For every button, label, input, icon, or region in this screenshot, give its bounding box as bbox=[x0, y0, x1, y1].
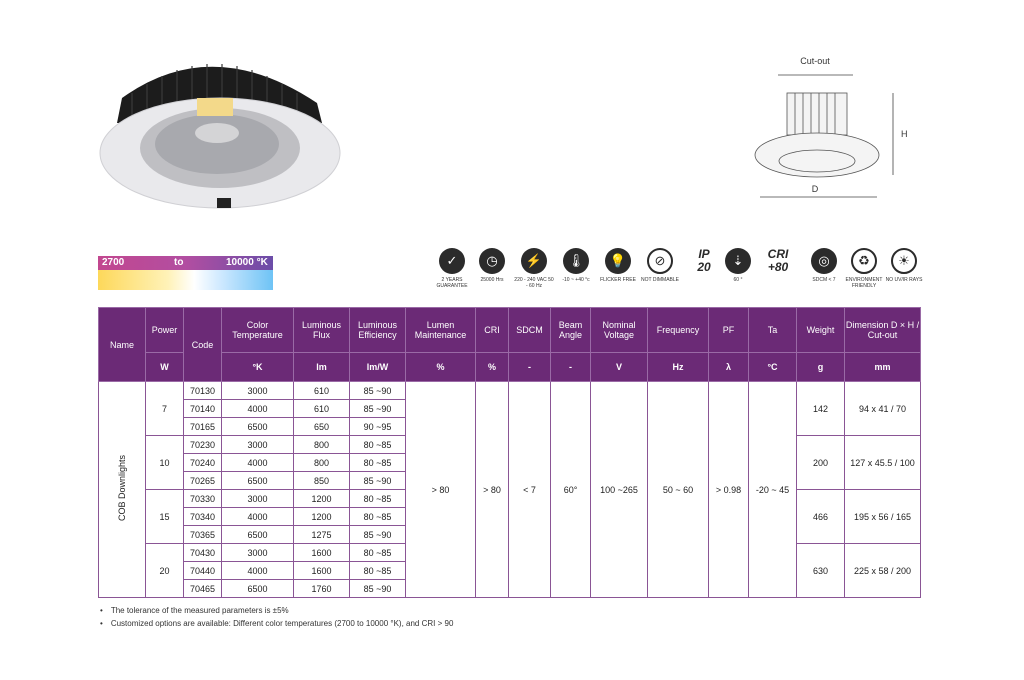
table-cell: 4000 bbox=[222, 454, 294, 472]
column-header: PF bbox=[709, 308, 749, 353]
feature-caption: -10 ~ +40 °c bbox=[562, 277, 590, 283]
table-cell: 70265 bbox=[184, 472, 222, 490]
table-cell: 3000 bbox=[222, 382, 294, 400]
thermometer-icon: 🌡 bbox=[563, 248, 589, 274]
feature-caption: SDCM < 7 bbox=[812, 277, 836, 283]
table-cell: 6500 bbox=[222, 580, 294, 598]
dimension-cell: 195 x 56 / 165 bbox=[845, 490, 921, 544]
table-cell: 70330 bbox=[184, 490, 222, 508]
table-cell: 80 ~85 bbox=[350, 436, 406, 454]
sdcm-icon: ◎ bbox=[811, 248, 837, 274]
table-cell: 650 bbox=[294, 418, 350, 436]
feature-caption: FLICKER FREE bbox=[600, 277, 636, 283]
common-sdcm: < 7 bbox=[509, 382, 551, 598]
unit-header: mm bbox=[845, 353, 921, 382]
unit-header: Hz bbox=[648, 353, 709, 382]
not-dimmable-icon: ⊘ bbox=[647, 248, 673, 274]
ct-to-word: to bbox=[174, 257, 184, 268]
column-header: Luminous Efficiency bbox=[350, 308, 406, 353]
table-cell: 610 bbox=[294, 400, 350, 418]
feature-item bbox=[514, 248, 554, 289]
dimension-cell: 94 x 41 / 70 bbox=[845, 382, 921, 436]
column-header: Power bbox=[146, 308, 184, 353]
feature-item bbox=[758, 248, 798, 277]
feature-caption: NO UV/IR RAYS bbox=[885, 277, 923, 283]
feature-caption: 2 YEARS GUARANTEE bbox=[436, 277, 468, 289]
cutout-label: Cut-out bbox=[800, 56, 830, 66]
table-cell: 6500 bbox=[222, 418, 294, 436]
color-temperature-bar bbox=[98, 256, 273, 290]
unit-header: - bbox=[509, 353, 551, 382]
unit-header: lm bbox=[294, 353, 350, 382]
feature-caption: 220 - 240 VAC 50 - 60 Hz bbox=[514, 277, 554, 289]
common-ta: -20 ~ 45 bbox=[749, 382, 797, 598]
table-cell: 80 ~85 bbox=[350, 544, 406, 562]
table-cell: 1200 bbox=[294, 490, 350, 508]
feature-caption: ENVIRONMENT FRIENDLY bbox=[845, 277, 883, 289]
column-header: Nominal Voltage bbox=[591, 308, 648, 353]
column-header: Color Temperature bbox=[222, 308, 294, 353]
feature-item bbox=[844, 248, 884, 289]
column-header: Beam Angle bbox=[551, 308, 591, 353]
weight-cell: 630 bbox=[797, 544, 845, 598]
ct-from: 2700 bbox=[102, 257, 125, 268]
unit-header: lm/W bbox=[350, 353, 406, 382]
table-cell: 3000 bbox=[222, 544, 294, 562]
diameter-label: D bbox=[811, 184, 819, 194]
table-cell: 70430 bbox=[184, 544, 222, 562]
table-cell: 6500 bbox=[222, 472, 294, 490]
power-cell: 15 bbox=[146, 490, 184, 544]
unit-header: % bbox=[406, 353, 476, 382]
feature-item bbox=[804, 248, 844, 283]
notes bbox=[100, 604, 453, 630]
feature-item bbox=[556, 248, 596, 283]
power-cell: 20 bbox=[146, 544, 184, 598]
dimension-cell: 225 x 58 / 200 bbox=[845, 544, 921, 598]
table-cell: 1600 bbox=[294, 544, 350, 562]
voltage-icon: ⚡ bbox=[521, 248, 547, 274]
dimension-cell: 127 x 45.5 / 100 bbox=[845, 436, 921, 490]
feature-item bbox=[718, 248, 758, 283]
column-header: Name bbox=[99, 308, 146, 382]
table-cell: 4000 bbox=[222, 562, 294, 580]
product-name: COB Downlights bbox=[117, 455, 127, 522]
table-row bbox=[99, 382, 921, 400]
lifetime-icon: ◷ bbox=[479, 248, 505, 274]
table-cell: 70440 bbox=[184, 562, 222, 580]
unit-header: °C bbox=[749, 353, 797, 382]
common-voltage: 100 ~265 bbox=[591, 382, 648, 598]
feature-item bbox=[884, 248, 924, 283]
unit-header: λ bbox=[709, 353, 749, 382]
column-header: Weight bbox=[797, 308, 845, 353]
beam-angle-icon: ⇣ bbox=[725, 248, 751, 274]
table-cell: 85 ~90 bbox=[350, 472, 406, 490]
table-cell: 1275 bbox=[294, 526, 350, 544]
unit-header: - bbox=[551, 353, 591, 382]
table-cell: 70365 bbox=[184, 526, 222, 544]
column-header: Code bbox=[184, 308, 222, 382]
feature-item bbox=[640, 248, 680, 283]
height-label: H bbox=[901, 129, 908, 139]
table-cell: 70230 bbox=[184, 436, 222, 454]
cri80-icon: CRI +80 bbox=[767, 247, 789, 274]
table-cell: 85 ~90 bbox=[350, 382, 406, 400]
table-cell: 85 ~90 bbox=[350, 580, 406, 598]
feature-caption: 60 ° bbox=[733, 277, 743, 283]
column-header: Frequency bbox=[648, 308, 709, 353]
table-cell: 70130 bbox=[184, 382, 222, 400]
common-pf: > 0.98 bbox=[709, 382, 749, 598]
no-uv-ir-icon: ☀ bbox=[891, 248, 917, 274]
feature-item bbox=[598, 248, 638, 283]
column-header: Dimension D × H / Cut-out bbox=[845, 308, 921, 353]
table-cell: 80 ~85 bbox=[350, 454, 406, 472]
spec-table bbox=[98, 307, 921, 598]
feature-caption: NOT DIMMABLE bbox=[641, 277, 679, 283]
power-cell: 10 bbox=[146, 436, 184, 490]
table-cell: 6500 bbox=[222, 526, 294, 544]
flicker-free-icon: 💡 bbox=[605, 248, 631, 274]
common-lumen-maintenance: > 80 bbox=[406, 382, 476, 598]
environment-icon: ♻ bbox=[851, 248, 877, 274]
column-header: Ta bbox=[749, 308, 797, 353]
product-name-cell bbox=[99, 382, 146, 598]
table-cell: 80 ~85 bbox=[350, 562, 406, 580]
ip20-icon: IP 20 bbox=[697, 247, 711, 274]
unit-header: °K bbox=[222, 353, 294, 382]
feature-item bbox=[472, 248, 512, 283]
table-cell: 70165 bbox=[184, 418, 222, 436]
unit-header: V bbox=[591, 353, 648, 382]
table-cell: 4000 bbox=[222, 508, 294, 526]
table-cell: 800 bbox=[294, 454, 350, 472]
column-header: CRI bbox=[476, 308, 509, 353]
column-header: Lumen Maintenance bbox=[406, 308, 476, 353]
table-cell: 90 ~95 bbox=[350, 418, 406, 436]
table-cell: 85 ~90 bbox=[350, 526, 406, 544]
power-cell: 7 bbox=[146, 382, 184, 436]
weight-cell: 142 bbox=[797, 382, 845, 436]
table-cell: 1200 bbox=[294, 508, 350, 526]
weight-cell: 200 bbox=[797, 436, 845, 490]
dimension-drawing bbox=[745, 55, 910, 210]
table-cell: 80 ~85 bbox=[350, 508, 406, 526]
table-cell: 800 bbox=[294, 436, 350, 454]
table-cell: 70340 bbox=[184, 508, 222, 526]
weight-cell: 466 bbox=[797, 490, 845, 544]
table-cell: 70240 bbox=[184, 454, 222, 472]
column-header: Luminous Flux bbox=[294, 308, 350, 353]
feature-caption: 25000 Hrs bbox=[480, 277, 504, 283]
table-cell: 70465 bbox=[184, 580, 222, 598]
table-cell: 1600 bbox=[294, 562, 350, 580]
ct-to: 10000 °K bbox=[226, 257, 268, 268]
table-cell: 1760 bbox=[294, 580, 350, 598]
note-item: • Customized options are available: Different color temperatures (2700 to 10000 °K), and CRI > 90 bbox=[100, 617, 453, 630]
table-cell: 85 ~90 bbox=[350, 400, 406, 418]
table-cell: 3000 bbox=[222, 490, 294, 508]
table-cell: 3000 bbox=[222, 436, 294, 454]
note-item: • The tolerance of the measured parameters is ±5% bbox=[100, 604, 453, 617]
feature-icons bbox=[432, 248, 922, 294]
unit-header: % bbox=[476, 353, 509, 382]
table-cell: 850 bbox=[294, 472, 350, 490]
product-image bbox=[92, 48, 342, 218]
common-cri: > 80 bbox=[476, 382, 509, 598]
column-header: SDCM bbox=[509, 308, 551, 353]
table-cell: 80 ~85 bbox=[350, 490, 406, 508]
common-beam-angle: 60° bbox=[551, 382, 591, 598]
table-cell: 610 bbox=[294, 382, 350, 400]
ct-gradient bbox=[98, 270, 273, 290]
unit-header: g bbox=[797, 353, 845, 382]
table-cell: 4000 bbox=[222, 400, 294, 418]
feature-item bbox=[432, 248, 472, 289]
guarantee-icon: ✓ bbox=[439, 248, 465, 274]
common-frequency: 50 ~ 60 bbox=[648, 382, 709, 598]
table-cell: 70140 bbox=[184, 400, 222, 418]
unit-header: W bbox=[146, 353, 184, 382]
